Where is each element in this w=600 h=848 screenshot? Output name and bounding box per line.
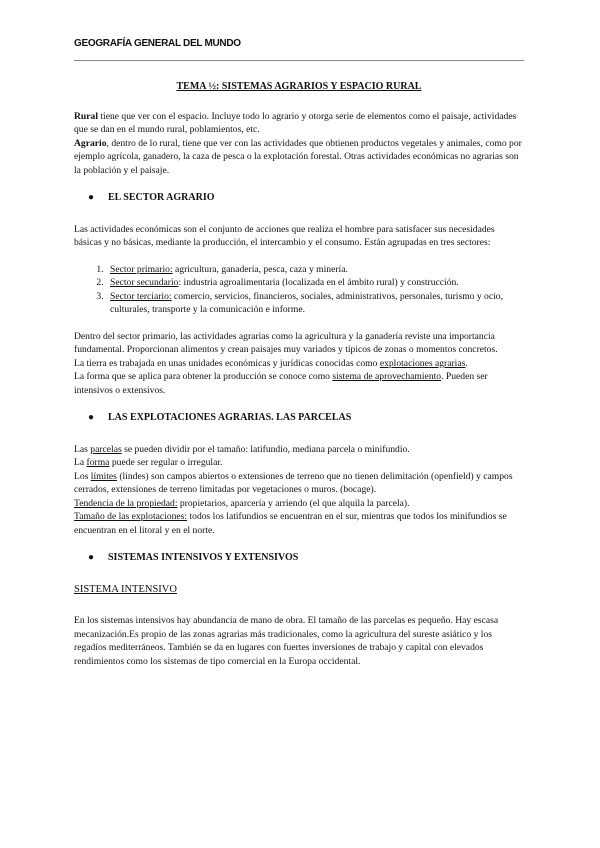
document-header: GEOGRAFÍA GENERAL DEL MUNDO [74, 38, 241, 49]
text-span: La [74, 457, 87, 468]
sector-text: comercio, servicios, financieros, sociales, administrativos, personales, turismo y ocio, culturales, transporte y la comunicación e informe. [110, 290, 503, 315]
sectors-list [74, 263, 524, 317]
page-title: TEMA ½: SISTEMAS AGRARIOS Y ESPACIO RURAL [176, 81, 422, 92]
term-agrario: Agrario [74, 137, 107, 149]
section-heading-sistemas [88, 551, 524, 565]
paragraph-explotaciones [74, 357, 524, 371]
paragraph-agrario-text: , dentro de lo rural, tiene que ver con las actividades que obtienen productos vegetales y animales, como por ejemplo agrícola, ganadero, la caza de pesca o la explotación forestal. Otras actividades económicas no agrarias son la población y el paisaje. [74, 137, 522, 176]
sector-label: Sector primario: [110, 263, 173, 275]
term-explotaciones-agrarias: explotaciones agrarias [379, 357, 466, 369]
term-limites: límites [90, 470, 117, 482]
paragraph-tamano [74, 510, 524, 537]
text-span: La forma que se aplica para obtener la producción se conoce como [74, 371, 333, 382]
paragraph-sector-primario: Dentro del sector primario, las actividades agrarias como la agricultura y la ganadería reviste una importancia fundamental. Proporcionan alimentos y crean paisajes muy variados y típicos de zonas o momentos concretos. [74, 330, 498, 355]
bullet-icon: ● [88, 192, 95, 203]
sector-text: : industria agroalimentaria (localizada en el ámbito rural) y construcción. [178, 277, 459, 288]
text-span: puede ser regular o irregular. [109, 457, 223, 468]
term-forma: forma [86, 457, 110, 468]
paragraph-sistema-intensivo: En los sistemas intensivos hay abundancia de mano de obra. El tamaño de las parcelas es pequeño. Hay escasa mecanización.Es propio de las zonas agrarias más tradicionales, como la agricultura del sureste asiático y los regadíos mediterráneos. También se da en lugares con fuertes inversiones de trabajo y capital con elevados rendimientos como los sistemas de tipo comercial en la Europa occidental. [74, 615, 499, 667]
text-span: (lindes) son campos abiertos o extensiones de terreno que no tienen delimitación (openfield) y campos cerrados, extensiones de terreno limitadas por vegetaciones o muros. (bocage). [74, 470, 513, 495]
section-heading-text: LAS EXPLOTACIONES AGRARIAS. LAS PARCELAS [108, 412, 352, 423]
document-body [74, 80, 524, 668]
paragraph-aprovechamiento [74, 370, 524, 397]
section-heading-sector-agrario [88, 191, 524, 205]
section-heading-text: SISTEMAS INTENSIVOS Y EXTENSIVOS [108, 552, 299, 563]
sector-text: agricultura, ganadería, pesca, caza y minería. [172, 263, 348, 275]
paragraph-rural [74, 110, 524, 137]
term-tendencia: Tendencia de la propiedad: [74, 497, 178, 509]
text-span: Los [74, 470, 91, 482]
paragraph-limites [74, 470, 524, 497]
bullet-icon: ● [88, 412, 95, 423]
bullet-icon: ● [88, 552, 95, 563]
list-item [106, 290, 524, 317]
text-span: se pueden dividir por el tamaño: latifundio, mediana parcela o minifundio. [121, 443, 410, 455]
sector-label: Sector terciario: [110, 290, 172, 302]
paragraph-agrario [74, 137, 524, 178]
text-span: . [465, 357, 468, 369]
section-heading-explotaciones [88, 411, 524, 425]
sector-label: Sector secundario [110, 277, 179, 288]
text-span: propietarios, aparcería y arriendo (el que alquila la parcela). [177, 497, 410, 509]
text-span: La tierra es trabajada en unas unidades económicas y jurídicas conocidas como [74, 357, 380, 369]
term-tamano: Tamaño de las explotaciones: [74, 511, 188, 522]
term-rural: Rural [74, 110, 98, 122]
text-span: . Pueden ser intensivos o extensivos. [74, 371, 488, 396]
text-span: Las [74, 443, 91, 455]
list-item [106, 276, 524, 290]
header-divider [74, 60, 524, 61]
text-span: todos los latifundios se encuentran en el sur, mientras que todos los minifundios se encuentran en el litoral y en el norte. [74, 511, 507, 536]
paragraph-forma [74, 456, 524, 470]
term-parcelas: parcelas [90, 443, 122, 455]
section-heading-text: EL SECTOR AGRARIO [108, 192, 215, 203]
paragraph-rural-text: tiene que ver con el espacio. Incluye todo lo agrario y otorga serie de elementos como el paisaje, actividades que se dan en el mundo rural, poblamientos, etc. [74, 110, 517, 135]
paragraph-tendencia [74, 497, 524, 511]
subheading-sistema-intensivo: SISTEMA INTENSIVO [74, 583, 177, 595]
term-sistema-aprovechamiento: sistema de aprovechamiento [332, 371, 442, 382]
paragraph-actividades: Las actividades económicas son el conjunto de acciones que realiza el hombre para satisfacer sus necesidades básicas y no básicas, mediante la producción, el intercambio y el consumo. Están agrupadas en tres sectores: [74, 223, 495, 248]
paragraph-parcelas [74, 443, 524, 457]
list-item [106, 263, 524, 277]
